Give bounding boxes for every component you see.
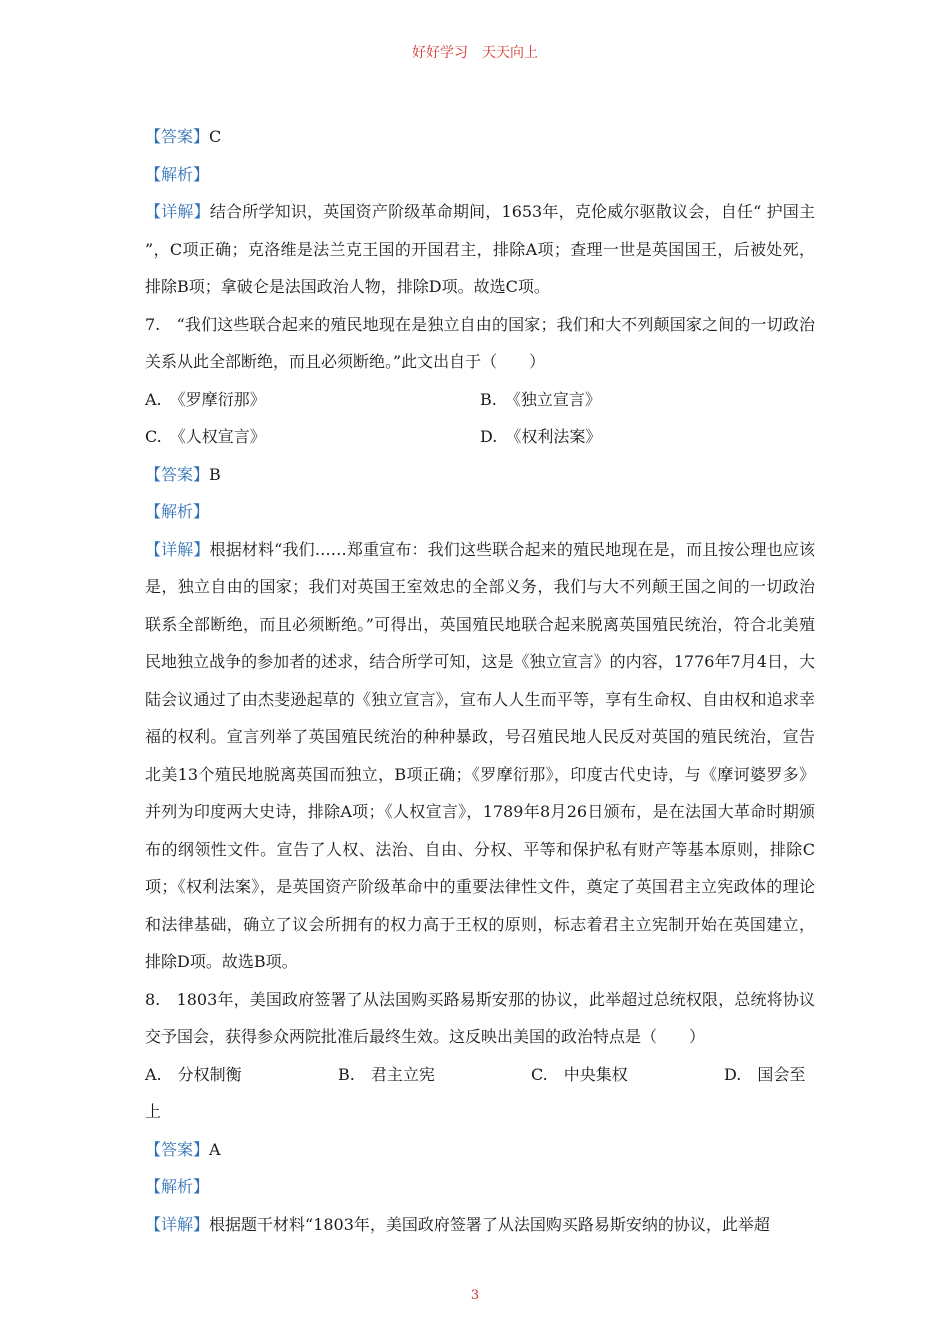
q8-options-row — [145, 1056, 815, 1094]
page-number: 3 — [470, 1288, 480, 1303]
q7-detail — [145, 531, 815, 981]
q7-option-d: D. 《权利法案》 — [480, 427, 602, 446]
q8-option-a: A. 分权制衡 — [145, 1064, 242, 1084]
analysis-label: 【解析】 — [145, 1177, 210, 1196]
q6-analysis-label — [145, 156, 815, 194]
answer-value: B — [209, 464, 221, 484]
detail-label: 【详解】 — [145, 1214, 210, 1234]
q8-analysis-label — [145, 1168, 815, 1206]
answer-value: A — [209, 1139, 221, 1159]
q8-option-wrap: 上 — [145, 1102, 162, 1121]
q7-option-a: A. 《罗摩衍那》 — [145, 389, 266, 409]
page-header: 好好学习 天天向上 — [412, 45, 538, 61]
q6-answer — [145, 118, 815, 156]
q7-answer — [145, 456, 815, 494]
answer-label: 【答案】 — [145, 127, 210, 146]
q7-options-row-2 — [145, 418, 815, 456]
answer-value: C — [209, 127, 222, 146]
detail-text: 根据题干材料“1803年，美国政府签署了从法国购买路易斯安纳的协议，此举超 — [209, 1214, 770, 1234]
analysis-label: 【解析】 — [145, 164, 210, 184]
detail-label: 【详解】 — [145, 539, 210, 559]
q8-stem: 8. 1803年，美国政府签署了从法国购买路易斯安那的协议，此举超过总统权限，总统将协议交予国会，获得参众两院批准后最终生效。这反映出美国的政治特点是（ ） — [145, 989, 815, 1046]
q7-analysis-label — [145, 493, 815, 531]
q8-option-c: C. 中央集权 — [531, 1064, 628, 1084]
document-body — [145, 118, 815, 1243]
q7-stem: 7. “我们这些联合起来的殖民地现在是独立自由的国家；我们和大不列颠国家之间的一切政治关系从此全部断绝，而且必须断绝。”此文出自于（ ） — [145, 314, 815, 371]
q7-option-c: C. 《人权宣言》 — [145, 427, 266, 446]
detail-text: 结合所学知识，英国资产阶级革命期间，1653年，克伦威尔驱散议会，自任“ 护国主 ”，C项正确；克洛维是法兰克王国的开国君主，排除A项；查理一世是英国国王，后被处死，排除B项；拿破仑是法国政治人物，排除D项。故选C项。 — [145, 202, 815, 296]
q8-option-b: B. 君主立宪 — [338, 1064, 435, 1084]
q6-detail — [145, 193, 815, 306]
answer-label: 【答案】 — [145, 464, 210, 484]
detail-text: 根据材料“我们……郑重宣布：我们这些联合起来的殖民地现在是，而且按公理也应该是，独立自由的国家；我们对英国王室效忠的全部义务，我们与大不列颠王国之间的一切政治联系全部断绝，而且必须断绝。”可得出，英国殖民地联合起来脱离英国殖民统治，符合北美殖民地独立战争的参加者的述求，结合所学可知，这是《独立宣言》的内容，1776年7月4日，大陆会议通过了由杰斐逊起草的《独立宣言》，宣布人人生而平等，享有生命权、自由权和追求幸福的权利。宣言列举了英国殖民统治的种种暴政，号召殖民地人民反对英国的殖民统治，宣告北美13个殖民地脱离英国而独立，B项正确；《罗摩衍那》，印度古代史诗，与《摩诃婆罗多》并列为印度两大史诗，排除A项；《人权宣言》，1789年8月26日颁布，是在法国大革命时期颁布的纲领性文件。宣告了人权、法治、自由、分权、平等和保护私有财产等基本原则，排除C项；《权利法案》，是英国资产阶级革命中的重要法律性文件，奠定了英国君主立宪政体的理论和法律基础，确立了议会所拥有的权力高于王权的原则，标志着君主立宪制开始在英国建立，排除D项。故选B项。 — [145, 539, 815, 971]
analysis-label: 【解析】 — [145, 502, 210, 521]
detail-label: 【详解】 — [145, 202, 210, 221]
q8-detail — [145, 1206, 815, 1244]
q7-options-row-1 — [145, 381, 815, 419]
answer-label: 【答案】 — [145, 1139, 210, 1159]
q8-answer — [145, 1131, 815, 1169]
q8-option-d: D. 国会至 — [724, 1064, 806, 1084]
q7-option-b: B. 《独立宣言》 — [480, 389, 601, 409]
